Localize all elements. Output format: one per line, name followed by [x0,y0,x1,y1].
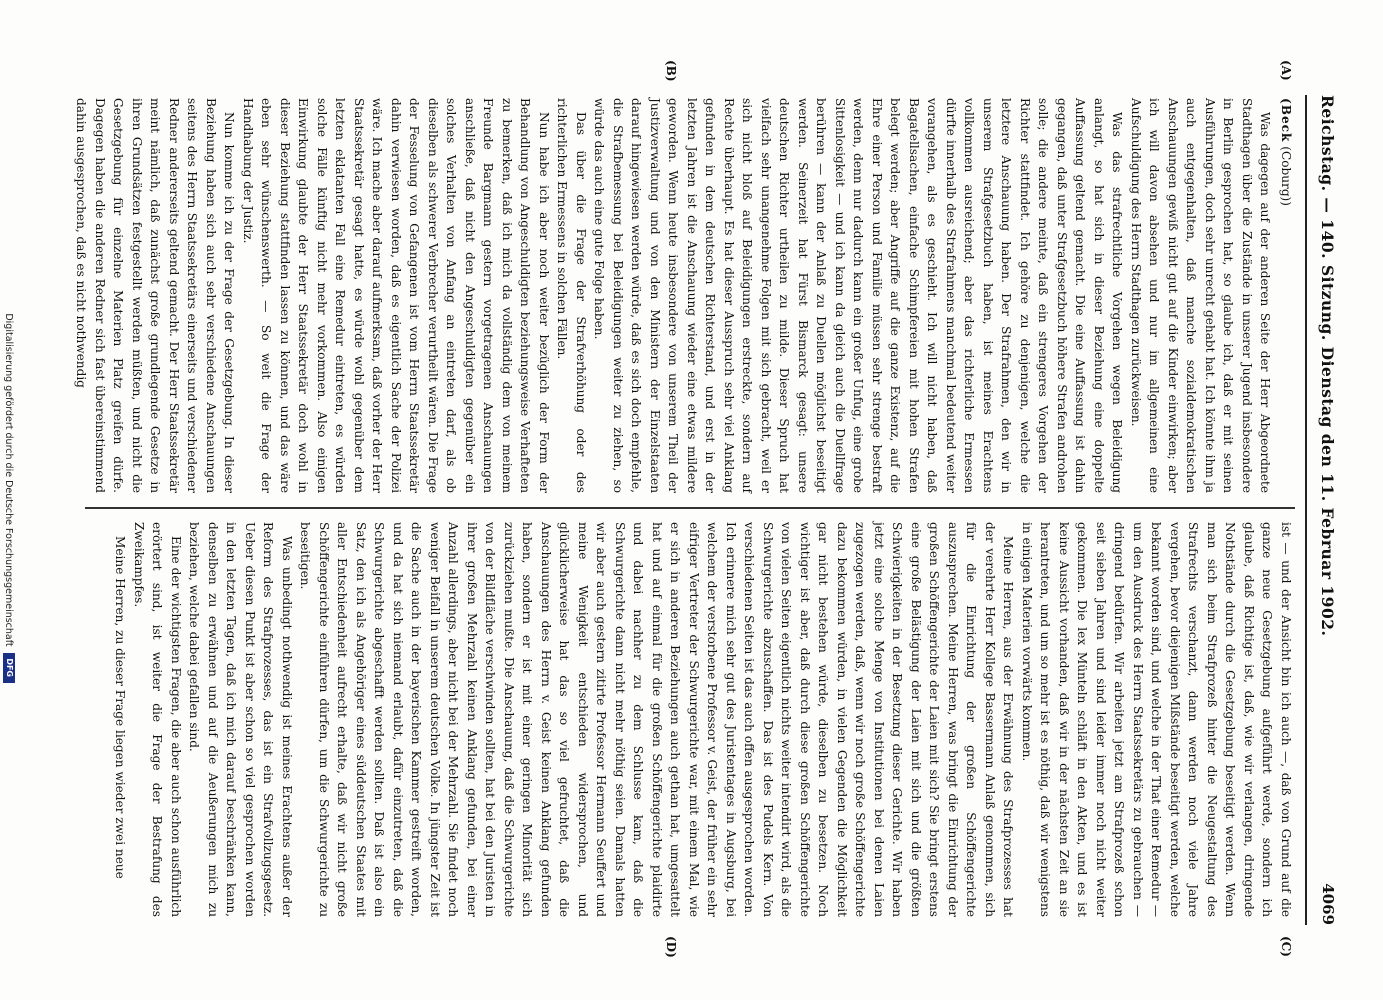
speaker-name: (Beck [1279,98,1293,143]
paragraph: Was unbedingt nothwendig ist meines Erachtens außer der Reform des Strafprozesses, das ist ein Strafvollzugsgesetz. Ueber diesen Punkt ist aber schon so viel gesprochen worden in den letzten Tagen, daß ich mich darauf beschränken kann, denselben zu erwähnen und auf die Aeußerungen mich zu beziehen, welche dabei gefallen sind. [187,522,294,917]
dfg-logo: DFG [3,653,15,683]
margin-marker-b: (B) [664,60,678,82]
margin-marker-d: (D) [664,936,678,958]
header-rule [1305,95,1307,925]
paragraph: Meine Herren, aus der Erwähnung des Strafprozesses hat der verehrte Herr Kollege Bassermann Anlaß genommen, sich für die Einrichtung der großen Schöffengerichte auszusprechen. Meine Herren, was bringt die Einrichtung der großen Schöffengerichte der Laien mit sich? Sie bringt erstens eine große Belästigung der Laien mit sich und die größten Schwierigkeiten in der Besetzung dieser Gerichte. Wir haben jetzt eine solche Menge von Institutionen bei denen Laien zugezogen werden, daß, wenn wir noch große Schöffengerichte dazu bekommen würden, in vielen Gegenden die Möglichkeit gar nicht bestehen würde, dieselben zu besetzen. Noch wichtiger ist aber, daß durch diese großen Schöffengerichte von vielen Seiten eigentlich nichts weiter intendirt wird, als die Schwurgerichte abzuschaffen. Das ist des Pudels Kern. Von verschiedenen Seiten ist das auch offen ausgesprochen worden. Ich erinnere mich sehr gut des Juristentages in Augsburg, bei welchem der verstorbene Professor v. Geist, der früher ein sehr eifriger Vertreter der Schwurgerichte war, mit einem Mal, wie er sich in anderen Beziehungen auch gethan hat, umgesattelt hat und auf einmal für die großen Schöffengerichte plaidirte und dabei nachher zu dem Schlusse kam, daß die Schwurgerichte dann nicht mehr nöthig seien. Damals hatten wir aber auch gestern zitirte Professor Hermann Seuffert und meine Wenigkeit entschieden widersprochen, und glücklicherweise hat das so viel gefruchtet, daß die Anschauungen des Herrn v. Geist keinen Anklang gefunden haben, sondern er ist mit einer geringen Minorität sich zurückziehen mußte. Die Anschauung, daß die Schwurgerichte von der Bildfläche verschwinden sollten, hat bei den Juristen in ihrer großen Mehrzahl keinen Anklang gefunden, bei einer Anzahl allerdings, aber nicht bei der Mehrzahl. Sie findet noch weniger Beifall in unserem deutschen Volke. In jüngster Zeit ist die Sache auch in der bayerischen Kammer gestreift worden, und da hat sich niemand erlaubt, dafür einzutreten, daß die Schwurgerichte abgeschafft werden sollten. Daß ist also ein Satz, den ich als Angehöriger eines süddeutschen Staates mit aller Entschiedenheit aufrecht erhalte, daß wir nicht große Schöffengerichte einführen dürfen, um die Schwurgerichte zu beseitigen. [298,522,1016,917]
page-header [1311,95,1345,925]
paragraph: Was dagegen auf der anderen Seite der Herr Abgeordnete Stadthagen über die Zustände in unserer Jugend insbesondere in Berlin gesprochen hat, so glaube ich, daß er mit seinen Ausführungen, doch sehr unrecht gehabt hat. Ich könnte ihm ja auch entgegenhalten, daß manche sozialdemokratischen Anschauungen gewiß nicht gut auf die Kinder einwirken; aber ich will davon absehen und nur im allgemeinen eine Aufschuldigung des Herrn Stadthagen zurückweisen. [1129,98,1273,493]
header-title: Reichstag. — 140. Sitzung. Dienstag den 11. Februar 1902. [1318,95,1338,637]
paragraph: Das über die Frage der Strafverhöhung oder des richterlichen Ermessens in solchen Fällen. [555,98,588,493]
paragraph: Eine der wichtigsten Fragen, die aber auch schon ausführlich erörtert sind, ist weiter die Frage der Bestrafung des Zweikampfes. [132,522,183,917]
paragraph: Nun komme ich zu der Frage der Gesetzgebung. In dieser Beziehung haben sich auch sehr verschiedene Anschauungen seitens des Herrn Staatssekretärs einerseits und verschiedener Redner andererseits geltend gemacht. Der Herr Staatssekretär meint nämlich, daß zunächst große grundlegende Gesetze in ihren Grundsätzen festgestellt werden müßten, und nicht die Gesetzgebung für einzelne Materien Platz greifen dürfe. Dagegen haben die anderen Redner sich fast übereinstimmend dahin ausgesprochen, daß es nicht nothwendig [74,98,237,493]
speaker-affiliation: (Coburg)) [1279,146,1293,206]
speaker-line [1277,98,1296,493]
margin-marker-a: (A) [1279,60,1293,81]
paragraph: ist — und der Ansicht bin ich auch —, daß von Grund auf die ganze neue Gesetzgebung aufgeführt werde, sondern ich glaube, daß Richtige ist, daß, wie wir verlangen, dringende Nothstände durch die Gesetzgebung beseitigt werden. Wenn man sich beim Strafprozeß hinter die Neugestaltung des Strafrechts verschanzt, dann werden noch viele Jahre vergehen, bevor diejenigen Mißstände beseitigt werden, welche bekannt worden sind, und welche in der That einer Remedur — um den Ausdruck des Herrn Staatssekretärs zu gebrauchen — dringend bedürfen. Wir arbeiten jetzt am Strafprozeß schon seit sieben Jahren und sind leider immer noch nicht weiter gekommen. Die lex Münteln schläft in den Akten, und es ist keine Aussicht vorhanden, daß wir in der nächsten Zeit an sie herantreten, und um so mehr ist es nöthig, daß wir wenigstens in einigen Materien vorwärts kommen. [1020,522,1293,917]
paragraph: Meine Herren, zu dieser Frage liegen wieder zwei neue [113,536,128,879]
margin-marker-c: (C) [1279,936,1293,957]
paragraph: Was das strafrechtliche Vorgehen wegen Beleidigung anlangt, so hat sich in dieser Beziehung eine doppelte Auffassung geltend gemacht. Die eine Auffassung ist dahin gegangen, daß unter Strafgesetzbuch höhere Strafen androhen solle; die andere meinte, daß ein strengeres Vorgehen der Richter stattfindet. Ich gehöre zu denjenigen, welche die letztere Anschauung haben. Der Strafrahmen, den wir in unserem Strafgesetzbuch haben, ist meines Erachtens vollkommen ausreichend; aber das richterliche Ermessen dürfte innerhalb des Strafrahmens manchmal bedeutend weiter vorangehen, als es geschieht. Ich will nicht haben, daß Bagatellsachen, einfache Schimpfereien mit hohen Strafen belegt werden; aber Angriffe auf die ganze Existenz, auf die Ehre einer Person und Familie müssen sehr strenge bestraft werden, denn nur dadurch kann ein großer Unfug, eine grobe Sittenlosigkeit — und ich kann da gleich auch die Duellfrage berühren — kann der Anlaß zu Duellen möglichst beseitigt werden. Seinerzeit hat Fürst Bismarck gesagt: unsere deutschen Richter urtheilen zu milde. Dieser Spruch hat vielfach sehr unangenehme Folgen mit sich gebracht, weil er sich nicht bloß auf Beleidigungen erstreckte, sondern auf Rechte überhaupt. Es hat dieser Ausspruch sehr viel Anklang gefunden in dem deutschen Richterstand, und erst in der letzten Jahren ist die Anschauung wieder eine etwas mildere geworden. Wenn heute insbesondere von unserem Theil der Justizverwaltung und von den Ministern der Einzelstaaten darauf hingewiesen werden würde, daß es sich doch empfehle, die Strafbemessung bei Beleidigungen weiter zu ziehen, so würde das auch eine gute Folge haben. [592,98,1125,493]
page-number: 4069 [1319,883,1337,925]
footer-text: Digitalisierung gefördert durch die Deutsche Forschungsgemeinschaft [3,313,15,647]
left-text-column [74,98,1295,493]
digitization-footer [3,8,15,988]
paragraph: Nun habe ich aber noch weiter bezüglich der Form der Behandlung von Angeschuldigten beziehungsweise Verhafteten zu bemerken, daß ich mich da vollständig dem von meinem Freunde Bargmann gestern vorgetragenen Anschauungen anschließe, daß nicht den Angeschuldigten gegenüber ein solches Verhalten von Anfang an eintreten darf, als ob dieselben als schwerer Verbrecher verurtheilt wären. Die Frage der Fesselung von Gefangenen ist vom Herrn Staatssekretär dahin verwiesen worden, daß es eigentlich Sache der Polizei wäre. Ich mache aber darauf aufmerksam, daß vorher der Herr Staatssekretär gesagt hatte, es würde wohl gegenüber dem letzten eklatanten Fall eine Remedur eintreten, es würden solche Fälle künftig nicht mehr vorkommen. Also einigen Einwirkung glaubte der Herr Staatssekretär doch wohl in dieser Beziehung stattfinden lassen zu können, und das wäre eben sehr wünschenswerth. — So weit die Frage der Handhabung der Justiz. [241,98,551,493]
right-text-column [80,522,1295,917]
column-divider [85,507,1295,509]
